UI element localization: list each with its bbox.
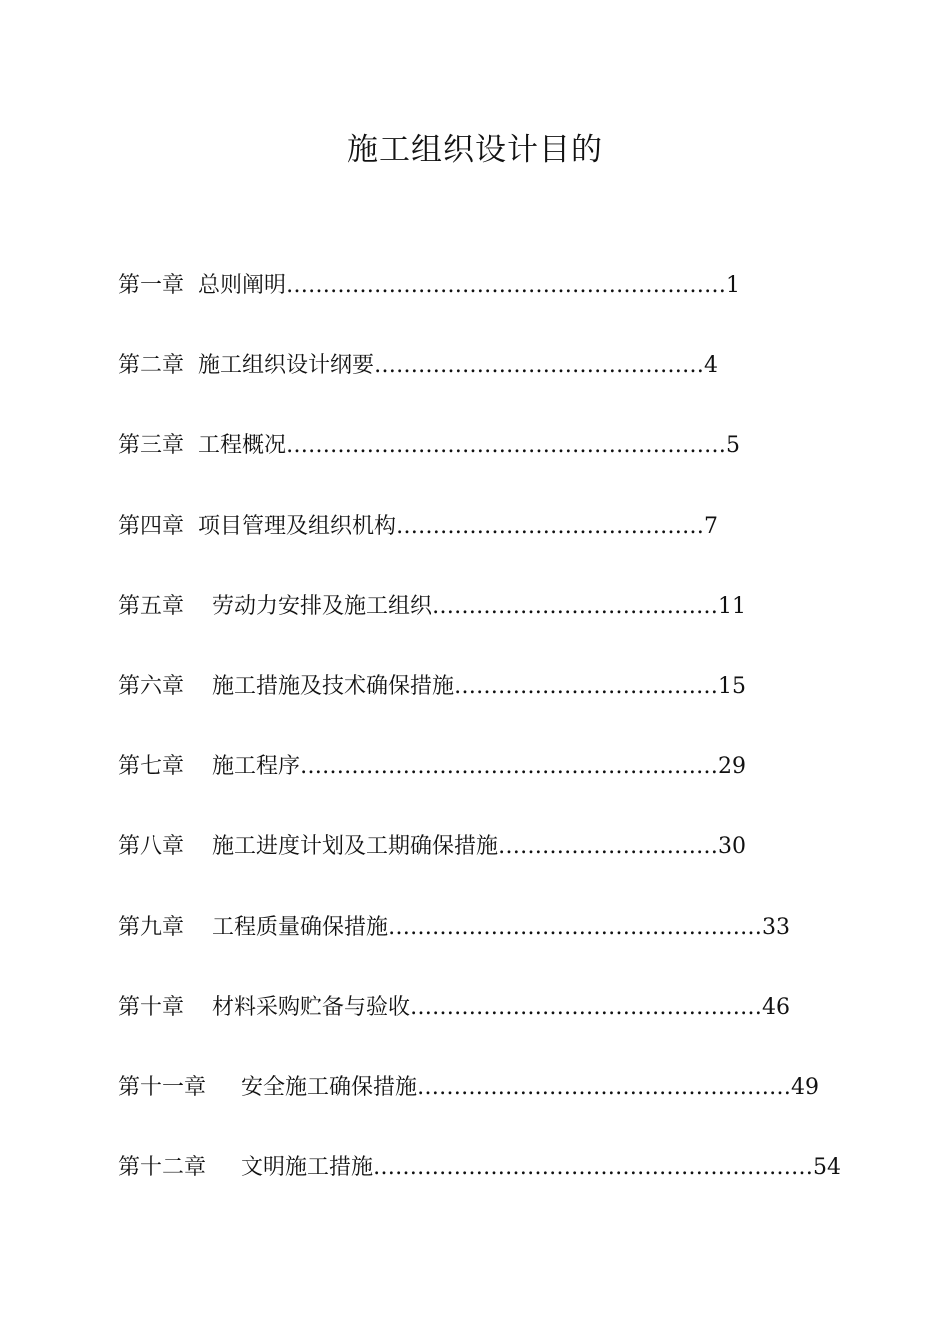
toc-spacer (184, 348, 198, 384)
toc-title: 劳动力安排及施工组织 (212, 593, 433, 619)
toc-leader: …………………………………………… (417, 1074, 791, 1100)
toc-leader: …………………………………… (396, 513, 705, 539)
toc-spacer (184, 428, 198, 464)
toc-entry (118, 749, 838, 829)
toc-entry (118, 348, 838, 428)
toc-title: 施工程序 (212, 754, 301, 780)
toc-title: 施工措施及技术确保措施 (212, 673, 455, 699)
toc-spacer (184, 990, 212, 1026)
toc-title: 安全施工确保措施 (240, 1074, 417, 1100)
toc-leader: ………………………………………………… (300, 754, 719, 780)
toc-page-number: 11 (718, 593, 747, 619)
toc-page-number: 5 (726, 433, 741, 459)
toc-page-number: 29 (718, 754, 747, 780)
toc-chapter: 第五章 (118, 593, 185, 619)
toc-title: 施工进度计划及工期确保措施 (212, 834, 499, 860)
toc-title: 施工组织设计纲要 (198, 353, 375, 379)
toc-page-number: 33 (762, 914, 791, 940)
toc-page-number: 46 (762, 994, 791, 1020)
toc-chapter: 第一章 (118, 273, 185, 298)
toc-entry (118, 509, 838, 589)
toc-chapter: 第九章 (118, 914, 185, 940)
toc-entry (118, 428, 838, 508)
toc-page-number: 49 (791, 1074, 819, 1100)
toc-page-number: 54 (813, 1155, 841, 1181)
toc-spacer (184, 669, 212, 705)
toc-page-number: 15 (718, 673, 747, 699)
toc-page-number: 7 (704, 513, 719, 539)
toc-title: 材料采购贮备与验收 (212, 994, 411, 1020)
toc-leader: ………………………… (498, 834, 719, 860)
toc-entry (118, 669, 838, 749)
toc-spacer (184, 910, 212, 946)
table-of-contents (118, 268, 841, 1230)
toc-spacer (184, 509, 198, 545)
toc-entry (118, 589, 838, 669)
toc-title: 文明施工措施 (240, 1155, 373, 1181)
toc-entry (118, 910, 838, 990)
toc-chapter: 第八章 (118, 834, 185, 860)
toc-entry (118, 1150, 841, 1230)
toc-spacer (184, 589, 212, 625)
toc-page-number: 1 (726, 273, 741, 298)
toc-spacer (184, 268, 198, 304)
page-title: 施工组织设计目的 (347, 132, 603, 168)
toc-leader: …………………………………………………… (373, 1155, 813, 1181)
toc-chapter: 第十一章 (118, 1074, 207, 1100)
toc-chapter: 第十章 (118, 994, 185, 1020)
toc-leader: …………………………………………………… (286, 433, 727, 459)
toc-entry (118, 829, 838, 909)
toc-title: 工程概况 (198, 433, 287, 459)
toc-chapter: 第七章 (118, 754, 185, 780)
toc-title: 项目管理及组织机构 (198, 513, 397, 539)
toc-title: 工程质量确保措施 (212, 914, 389, 940)
toc-leader: ………………………………………… (410, 994, 763, 1020)
toc-title: 总则阐明 (198, 273, 287, 298)
toc-leader: ……………………………… (454, 673, 719, 699)
toc-page-number: 30 (718, 834, 747, 860)
toc-spacer (184, 829, 212, 865)
toc-entry (118, 1070, 838, 1150)
toc-chapter: 第二章 (118, 353, 185, 379)
toc-leader: ……………………………………… (374, 353, 705, 379)
toc-page-number: 4 (704, 353, 719, 379)
toc-spacer (184, 749, 212, 785)
toc-leader: ………………………………… (432, 593, 719, 619)
toc-chapter: 第十二章 (118, 1155, 207, 1181)
toc-entry (118, 990, 838, 1070)
toc-leader: …………………………………………………… (286, 273, 727, 298)
toc-chapter: 第六章 (118, 673, 185, 699)
toc-leader: …………………………………………… (388, 914, 763, 940)
toc-chapter: 第三章 (118, 433, 185, 459)
toc-entry (118, 268, 838, 348)
toc-chapter: 第四章 (118, 513, 185, 539)
toc-spacer (206, 1150, 241, 1186)
toc-spacer (206, 1070, 241, 1106)
